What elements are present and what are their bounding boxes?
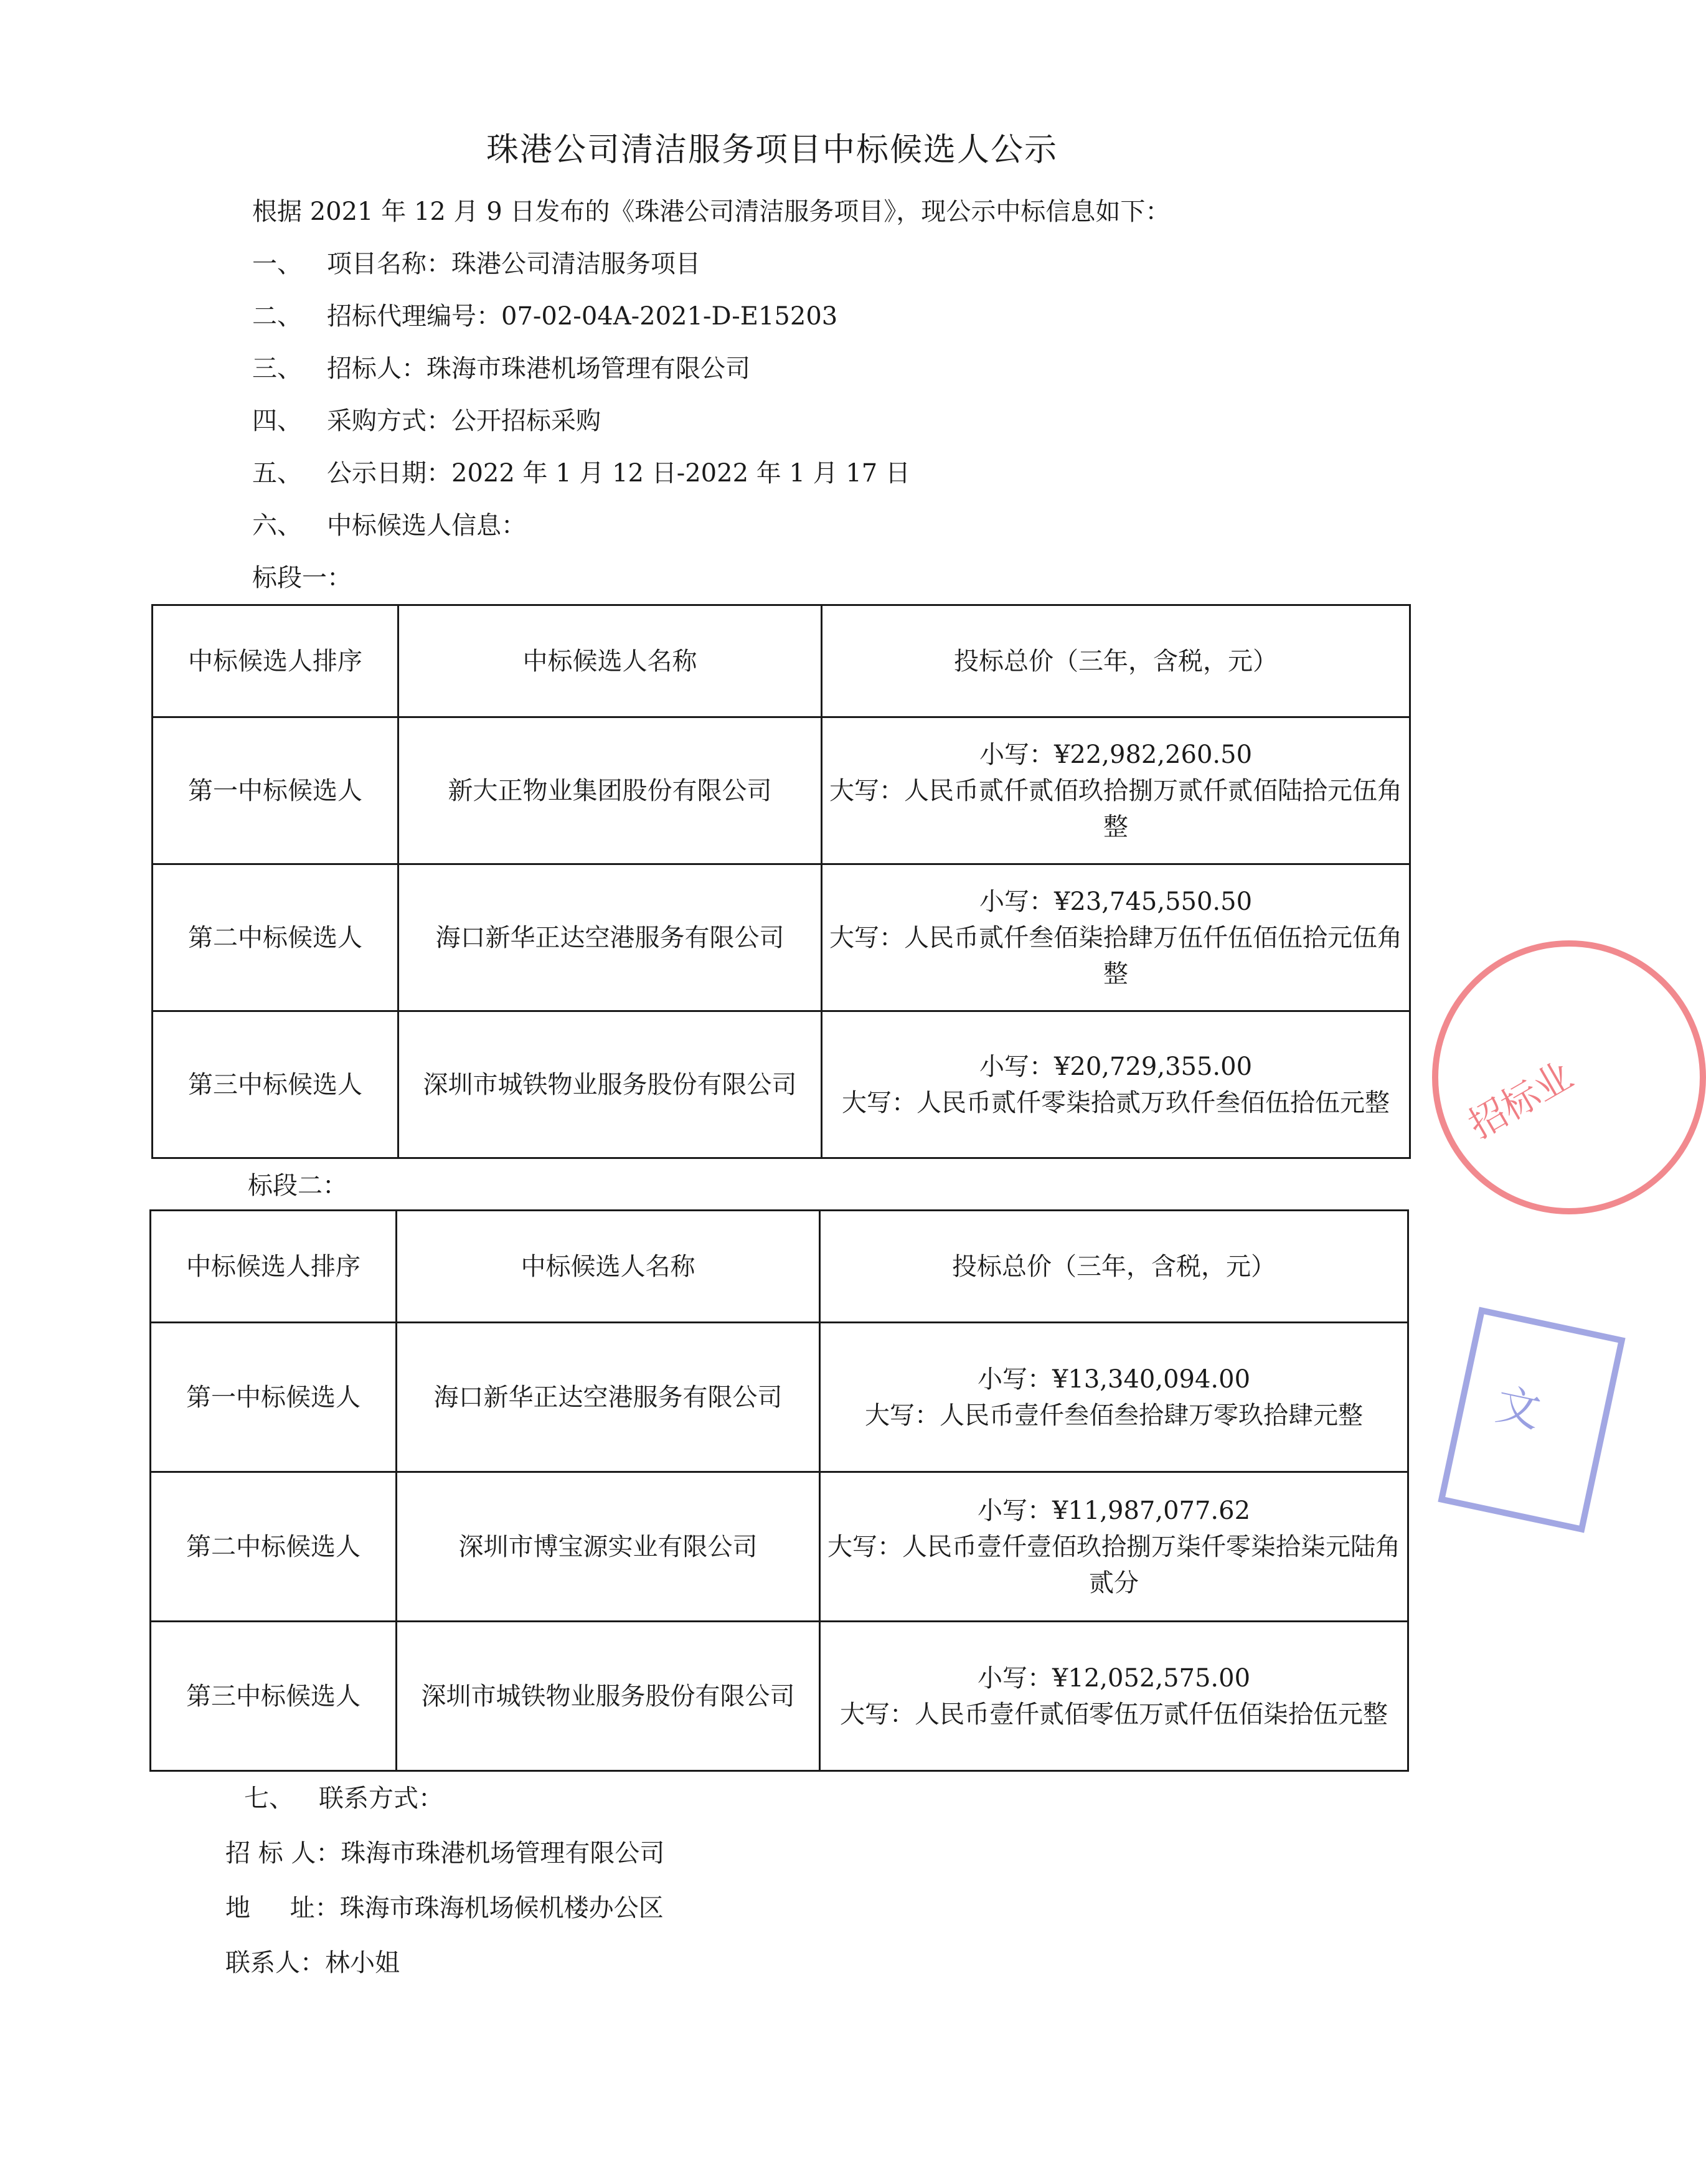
section2-label: 标段二：: [248, 1171, 347, 1200]
candidate-name: 新大正物业集团股份有限公司: [398, 717, 822, 864]
candidate-price: [820, 1622, 1408, 1771]
price-small: 小写：¥22,982,260.50: [979, 740, 1253, 769]
section1-table: [151, 604, 1411, 1159]
price-big: 大写：人民币壹仟贰佰零伍万贰仟伍佰柒拾伍元整: [840, 1699, 1388, 1729]
item-candidate-info: [252, 511, 526, 541]
table-row: [153, 717, 1410, 864]
item-text: 中标候选人信息：: [327, 511, 526, 540]
item-number: 三、: [252, 354, 302, 383]
item-procurement-method: [252, 406, 601, 436]
item-text: 项目名称：珠港公司清洁服务项目: [327, 250, 700, 278]
header-name: 中标候选人名称: [398, 605, 822, 717]
price-big: 大写：人民币壹仟壹佰玖拾捌万柒仟零柒拾柒元陆角贰分: [827, 1532, 1400, 1597]
page-title: 珠港公司清洁服务项目中标候选人公示: [486, 131, 1058, 169]
header-price: 投标总价（三年，含税，元）: [820, 1211, 1408, 1323]
section2-table: [149, 1209, 1409, 1772]
item-project-name: [252, 249, 700, 279]
header-rank: 中标候选人排序: [153, 605, 398, 717]
table-row: [153, 864, 1410, 1011]
candidate-price: [822, 864, 1410, 1011]
candidate-price: [822, 1011, 1410, 1158]
price-small: 小写：¥11,987,077.62: [977, 1496, 1251, 1525]
candidate-rank: 第三中标候选人: [151, 1622, 397, 1771]
blue-seal-stamp: [1438, 1307, 1625, 1533]
price-big: 大写：人民币贰仟贰佰玖拾捌万贰仟贰佰陆拾元伍角整: [829, 776, 1402, 841]
contact-heading: [244, 1784, 443, 1813]
item-number: 一、: [252, 250, 302, 278]
candidate-rank: 第一中标候选人: [151, 1323, 397, 1472]
table-row: [151, 1622, 1408, 1771]
blue-seal-text: 文: [1491, 1378, 1545, 1438]
candidate-rank: 第二中标候选人: [153, 864, 398, 1011]
price-big: 大写：人民币贰仟零柒拾贰万玖仟叁佰伍拾伍元整: [842, 1088, 1390, 1117]
candidate-name: 海口新华正达空港服务有限公司: [398, 864, 822, 1011]
item-text: 招标代理编号：07-02-04A-2021-D-E15203: [327, 302, 838, 331]
contact-person: 联系人：林小姐: [225, 1949, 400, 1977]
price-big: 大写：人民币贰仟叁佰柒拾肆万伍仟伍佰伍拾元伍角整: [829, 923, 1402, 988]
price-small: 小写：¥20,729,355.00: [979, 1052, 1253, 1081]
item-number: 五、: [252, 459, 302, 488]
candidate-name: 海口新华正达空港服务有限公司: [397, 1323, 820, 1472]
candidate-rank: 第一中标候选人: [153, 717, 398, 864]
header-rank: 中标候选人排序: [151, 1211, 397, 1323]
red-seal-stamp: [1432, 940, 1706, 1214]
candidate-price: [822, 717, 1410, 864]
item-text: 公示日期：2022 年 1 月 12 日-2022 年 1 月 17 日: [327, 459, 910, 488]
candidate-name: 深圳市城铁物业服务股份有限公司: [398, 1011, 822, 1158]
candidate-name: 深圳市博宝源实业有限公司: [397, 1472, 820, 1622]
item-tenderer: [252, 354, 750, 384]
candidate-price: [820, 1472, 1408, 1622]
item-number: 七、: [244, 1784, 294, 1813]
contact-address: 地 址：珠海市珠海机场候机楼办公区: [225, 1894, 664, 1922]
price-small: 小写：¥23,745,550.50: [979, 887, 1253, 916]
item-number: 四、: [252, 407, 302, 435]
item-text: 招标人：珠海市珠港机场管理有限公司: [327, 354, 750, 383]
item-number: 六、: [252, 511, 302, 540]
header-price: 投标总价（三年，含税，元）: [822, 605, 1410, 717]
intro-paragraph: 根据 2021 年 12 月 9 日发布的《珠港公司清洁服务项目》，现公示中标信息如下：: [252, 197, 1171, 226]
candidate-rank: 第二中标候选人: [151, 1472, 397, 1622]
table-row: [153, 1011, 1410, 1158]
table-header-row: [151, 1211, 1408, 1323]
header-name: 中标候选人名称: [397, 1211, 820, 1323]
price-small: 小写：¥12,052,575.00: [977, 1663, 1251, 1693]
table-header-row: [153, 605, 1410, 717]
item-text: 联系方式：: [319, 1784, 443, 1813]
price-small: 小写：¥13,340,094.00: [977, 1364, 1251, 1394]
table-row: [151, 1472, 1408, 1622]
red-seal-text: 招标业: [1461, 1054, 1580, 1148]
table-row: [151, 1323, 1408, 1472]
item-publicity-date: [252, 458, 910, 488]
contact-tenderer: 招 标 人：珠海市珠港机场管理有限公司: [225, 1839, 665, 1868]
candidate-price: [820, 1323, 1408, 1472]
candidate-rank: 第三中标候选人: [153, 1011, 398, 1158]
item-text: 采购方式：公开招标采购: [327, 407, 601, 435]
section1-label: 标段一：: [252, 564, 352, 592]
item-number: 二、: [252, 302, 302, 331]
candidate-name: 深圳市城铁物业服务股份有限公司: [397, 1622, 820, 1771]
price-big: 大写：人民币壹仟叁佰叁拾肆万零玖拾肆元整: [865, 1401, 1363, 1430]
item-agency-code: [252, 301, 837, 331]
